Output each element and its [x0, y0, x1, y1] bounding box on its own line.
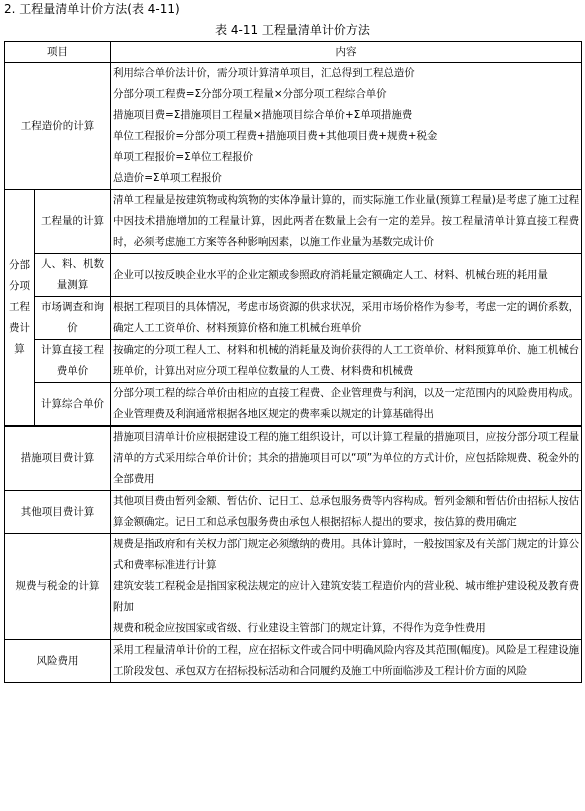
table-row — [5, 254, 582, 297]
row-content: 清单工程量是按建筑物或构筑物的实体净量计算的，而实际施工作业量(预算工程量)是考虑了施工过程中因技术措施增加的工程量计算，因此两者在数量上会有一定的差异。按工程量清单计算直接工程费时，必须考虑施工方案等各种影响因素，以施工作业量为基数完成计价 — [111, 190, 582, 254]
row-label: 规费与税金的计算 — [5, 534, 111, 640]
row-content — [111, 63, 582, 190]
table-row — [5, 340, 582, 383]
table-header-row — [5, 42, 582, 63]
row-label: 风险费用 — [5, 640, 111, 683]
row-label: 工程造价的计算 — [5, 63, 111, 190]
group-label: 分部分项工程费计算 — [5, 190, 35, 427]
row-content: 企业可以按反映企业水平的企业定额或参照政府消耗量定额确定人工、材料、机械台班的耗用量 — [111, 254, 582, 297]
row-content: 根据工程项目的具体情况，考虑市场资源的供求状况，采用市场价格作为参考，考虑一定的调价系数，确定人工工资单价、材料预算价格和施工机械台班单价 — [111, 297, 582, 340]
section-heading: 2. 工程量清单计价方法(表 4-11) — [4, 2, 180, 16]
table-row — [5, 297, 582, 340]
table-row — [5, 426, 582, 491]
row-content: 措施项目清单计价应根据建设工程的施工组织设计，可以计算工程量的措施项目，应按分部分项工程量清单的方式采用综合单价计价；其余的措施项目可以“项”为单位的方式计价，应包括除规费、税金外的全部费用 — [111, 426, 582, 491]
formula-line: 利用综合单价法计价，需分项计算清单项目，汇总得到工程总造价 — [113, 67, 415, 79]
row-content: 按确定的分项工程人工、材料和机械的消耗量及询价获得的人工工资单价、材料预算单价、施工机械台班单价，计算出对应分项工程单位数量的人工费、材料费和机械费 — [111, 340, 582, 383]
table-row — [5, 640, 582, 683]
row-label: 工程量的计算 — [35, 190, 111, 254]
row-content: 分部分项工程的综合单价由相应的直接工程费、企业管理费与利润，以及一定范围内的风险费用构成。企业管理费及利润通常根据各地区规定的费率乘以规定的计算基础得出 — [111, 383, 582, 427]
table-row — [5, 63, 582, 190]
header-item: 项目 — [5, 42, 111, 63]
table-row — [5, 383, 582, 427]
formula-line: 单项工程报价=Σ单位工程报价 — [113, 151, 254, 163]
table-row — [5, 491, 582, 534]
row-label: 计算综合单价 — [35, 383, 111, 427]
formula-line: 分部分项工程费=Σ分部分项工程量×分部分项工程综合单价 — [113, 88, 387, 100]
pricing-method-table — [4, 41, 582, 683]
row-label: 措施项目费计算 — [5, 426, 111, 491]
row-label: 市场调查和询价 — [35, 297, 111, 340]
header-content: 内容 — [111, 42, 582, 63]
row-label: 其他项目费计算 — [5, 491, 111, 534]
formula-line: 措施项目费=Σ措施项目工程量×措施项目综合单价+Σ单项措施费 — [113, 109, 413, 121]
table-row — [5, 534, 582, 640]
row-label: 计算直接工程费单价 — [35, 340, 111, 383]
row-content: 规费是指政府和有关权力部门规定必须缴纳的费用。具体计算时，一般按国家及有关部门规定的计算公式和费率标准进行计算 建筑安装工程税金是指国家税法规定的应计入建筑安装工程造价内的营业税、城市维护建设税及教育费附加 规费和税金应按国家或省级、行业建设主管部门的规定计算，不得作为竞争性费用 — [111, 534, 582, 640]
table-caption: 表 4-11 工程量清单计价方法 — [215, 23, 370, 37]
row-content: 其他项目费由暂列金额、暂估价、记日工、总承包服务费等内容构成。暂列金额和暂估价由招标人按估算金额确定。记日工和总承包服务费由承包人根据招标人提出的要求，按估算的费用确定 — [111, 491, 582, 534]
table-row — [5, 190, 582, 254]
row-content: 采用工程量清单计价的工程，应在招标文件或合同中明确风险内容及其范围(幅度)。风险是工程建设施工阶段发包、承包双方在招标投标活动和合同履约及施工中所面临涉及工程计价方面的风险 — [111, 640, 582, 683]
formula-line: 总造价=Σ单项工程报价 — [113, 172, 222, 184]
row-label: 人、料、机数量测算 — [35, 254, 111, 297]
formula-line: 单位工程报价=分部分项工程费+措施项目费+其他项目费+规费+税金 — [113, 130, 438, 142]
